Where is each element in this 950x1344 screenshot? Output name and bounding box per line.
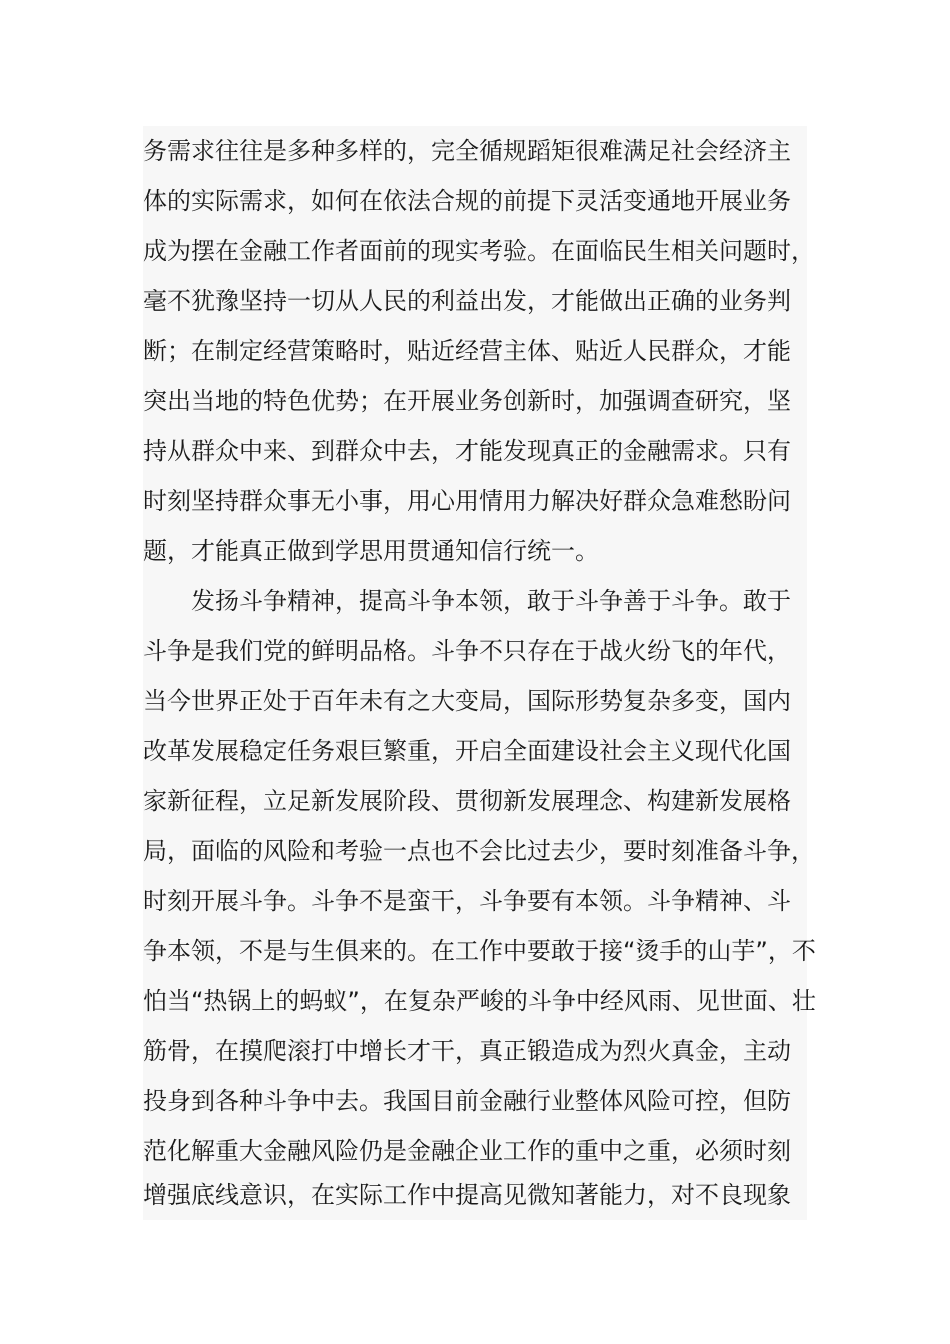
text-line: 改革发展稳定任务艰巨繁重，开启全面建设社会主义现代化国: [143, 737, 791, 765]
text-line: 题，才能真正做到学思用贯通知信行统一。: [143, 537, 599, 565]
text-line: 务需求往往是多种多样的，完全循规蹈矩很难满足社会经济主: [143, 137, 791, 165]
text-line: 断；在制定经营策略时，贴近经营主体、贴近人民群众，才能: [143, 337, 791, 365]
text-line: 筋骨，在摸爬滚打中增长才干，真正锻造成为烈火真金，主动: [143, 1037, 791, 1065]
text-line: 争本领，不是与生俱来的。在工作中要敢于接“烫手的山芋”，不: [143, 937, 816, 965]
text-line: 时刻坚持群众事无小事，用心用情用力解决好群众急难愁盼问: [143, 487, 791, 515]
text-line: 成为摆在金融工作者面前的现实考验。在面临民生相关问题时，: [143, 237, 815, 265]
body-text: [143, 126, 816, 1220]
text-line: 投身到各种斗争中去。我国目前金融行业整体风险可控，但防: [143, 1087, 791, 1115]
text-line: 增强底线意识，在实际工作中提高见微知著能力，对不良现象: [143, 1181, 791, 1209]
text-line: 持从群众中来、到群众中去，才能发现真正的金融需求。只有: [143, 437, 791, 465]
text-line: 局，面临的风险和考验一点也不会比过去少，要时刻准备斗争，: [143, 837, 815, 865]
text-line: 斗争是我们党的鲜明品格。斗争不只存在于战火纷飞的年代，: [143, 637, 791, 665]
paragraph-first-line: 发扬斗争精神，提高斗争本领，敢于斗争善于斗争。敢于: [191, 587, 791, 615]
text-line: 家新征程，立足新发展阶段、贯彻新发展理念、构建新发展格: [143, 787, 791, 815]
text-line: 体的实际需求，如何在依法合规的前提下灵活变通地开展业务: [143, 187, 791, 215]
text-line: 当今世界正处于百年未有之大变局，国际形势复杂多变，国内: [143, 687, 791, 715]
text-line: 怕当“热锅上的蚂蚁”，在复杂严峻的斗争中经风雨、见世面、壮: [143, 987, 816, 1015]
text-line: 毫不犹豫坚持一切从人民的利益出发，才能做出正确的业务判: [143, 287, 791, 315]
text-line: 时刻开展斗争。斗争不是蛮干，斗争要有本领。斗争精神、斗: [143, 887, 791, 915]
text-line: 突出当地的特色优势；在开展业务创新时，加强调查研究，坚: [143, 387, 791, 415]
text-line: 范化解重大金融风险仍是金融企业工作的重中之重，必须时刻: [143, 1137, 791, 1165]
